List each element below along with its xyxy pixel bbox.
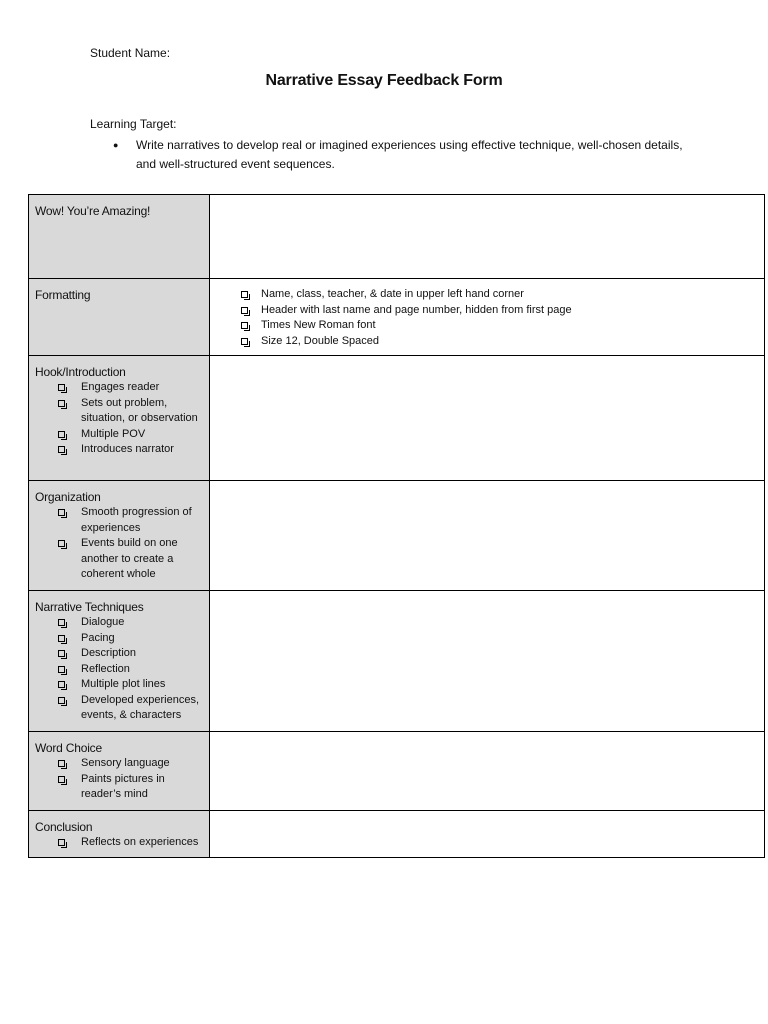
learning-target-list — [113, 136, 683, 174]
criteria-item-label: Pacing — [81, 631, 115, 644]
criteria-item[interactable] — [35, 835, 203, 851]
row-title: Narrative Techniques — [35, 600, 144, 614]
row-label-cell — [29, 811, 210, 858]
criteria-list — [35, 756, 203, 803]
feedback-cell-formatting[interactable] — [210, 279, 765, 356]
checkbox-icon[interactable] — [58, 760, 65, 767]
criteria-list — [35, 615, 203, 724]
criteria-item[interactable] — [35, 677, 203, 693]
checklist-item[interactable] — [241, 303, 764, 319]
row-title: Hook/Introduction — [35, 365, 126, 379]
table-row-wow — [29, 195, 765, 279]
table-row-conclusion — [29, 811, 765, 858]
table-row-hook-introduction — [29, 356, 765, 481]
student-name-label: Student Name: — [90, 46, 171, 60]
checkbox-icon[interactable] — [241, 307, 248, 314]
checkbox-icon[interactable] — [58, 697, 65, 704]
criteria-item-label: Description — [81, 647, 137, 659]
checklist-item[interactable] — [241, 318, 764, 334]
checkbox-icon[interactable] — [58, 619, 65, 626]
checkbox-icon[interactable] — [58, 666, 65, 673]
checkbox-icon[interactable] — [58, 431, 65, 438]
row-title: Formatting — [35, 288, 91, 302]
row-label-cell — [29, 279, 210, 356]
row-title: Wow! You’re Amazing! — [35, 204, 151, 218]
feedback-cell-hook-introduction[interactable] — [210, 356, 765, 481]
criteria-item[interactable] — [35, 662, 203, 678]
checkbox-icon[interactable] — [241, 338, 248, 345]
feedback-table — [28, 194, 765, 858]
criteria-item-label: Multiple plot lines — [81, 678, 166, 690]
criteria-item-label: Reflection — [81, 662, 130, 675]
criteria-item[interactable] — [35, 442, 203, 458]
criteria-item-label: Sensory language — [81, 757, 170, 769]
criteria-item-label: Smooth progression of experiences — [81, 506, 192, 534]
formatting-checklist — [210, 279, 764, 349]
feedback-cell-organization[interactable] — [210, 481, 765, 591]
table-row-organization — [29, 481, 765, 591]
checklist-item[interactable] — [241, 334, 764, 350]
feedback-cell-word-choice[interactable] — [210, 732, 765, 811]
checkbox-icon[interactable] — [58, 400, 65, 407]
criteria-item-label: Dialogue — [81, 616, 125, 628]
learning-target-item: ● Write narratives to develop real or imagined experiences using effective technique, well-chosen details, and well-structured event sequences. — [113, 136, 683, 174]
criteria-item-label: Developed experiences, events, & characters — [81, 693, 200, 721]
checkbox-icon[interactable] — [58, 650, 65, 657]
criteria-list — [35, 505, 203, 583]
row-label-cell — [29, 591, 210, 732]
feedback-cell-conclusion[interactable] — [210, 811, 765, 858]
criteria-list — [35, 380, 203, 458]
criteria-item[interactable] — [35, 646, 203, 662]
criteria-item[interactable] — [35, 505, 203, 536]
checklist-item[interactable] — [241, 287, 764, 303]
criteria-item[interactable] — [35, 772, 203, 803]
criteria-item-label: Engages reader — [81, 381, 160, 393]
checkbox-icon[interactable] — [58, 384, 65, 391]
criteria-item-label: Paints pictures in reader’s mind — [81, 772, 165, 800]
row-label-cell — [29, 195, 210, 279]
checkbox-icon[interactable] — [58, 509, 65, 516]
criteria-item[interactable] — [35, 631, 203, 647]
criteria-item[interactable] — [35, 615, 203, 631]
checklist-item-label: Size 12, Double Spaced — [261, 334, 380, 347]
row-title: Word Choice — [35, 741, 102, 755]
criteria-item[interactable] — [35, 380, 203, 396]
row-title: Organization — [35, 490, 101, 504]
row-label-cell — [29, 481, 210, 591]
criteria-item-label: Introduces narrator — [81, 443, 174, 455]
criteria-item-label: Sets out problem, situation, or observation — [81, 396, 198, 424]
checkbox-icon[interactable] — [241, 291, 248, 298]
criteria-item[interactable] — [35, 756, 203, 772]
checkbox-icon[interactable] — [58, 839, 65, 846]
checkbox-icon[interactable] — [241, 322, 248, 329]
checklist-item-label: Times New Roman font — [261, 319, 376, 331]
feedback-cell-narrative-techniques[interactable] — [210, 591, 765, 732]
criteria-item-label: Reflects on experiences — [81, 836, 199, 848]
checkbox-icon[interactable] — [58, 681, 65, 688]
table-row-narrative-techniques — [29, 591, 765, 732]
table-row-word-choice — [29, 732, 765, 811]
checkbox-icon[interactable] — [58, 446, 65, 453]
row-label-cell — [29, 732, 210, 811]
checkbox-icon[interactable] — [58, 776, 65, 783]
criteria-list — [35, 835, 203, 851]
criteria-item[interactable] — [35, 536, 203, 583]
checkbox-icon[interactable] — [58, 540, 65, 547]
criteria-item[interactable] — [35, 427, 203, 443]
table-row-formatting — [29, 279, 765, 356]
feedback-cell-wow[interactable] — [210, 195, 765, 279]
criteria-item-label: Events build on one another to create a coherent whole — [81, 537, 178, 580]
page-title: Narrative Essay Feedback Form — [265, 72, 503, 89]
criteria-item[interactable] — [35, 396, 203, 427]
row-title: Conclusion — [35, 820, 93, 834]
learning-target-label: Learning Target: — [90, 117, 177, 131]
row-label-cell — [29, 356, 210, 481]
checkbox-icon[interactable] — [58, 635, 65, 642]
checklist-item-label: Header with last name and page number, hidden from first page — [261, 303, 572, 316]
criteria-item-label: Multiple POV — [81, 427, 146, 440]
criteria-item[interactable] — [35, 693, 203, 724]
checklist-item-label: Name, class, teacher, & date in upper left hand corner — [261, 288, 524, 300]
